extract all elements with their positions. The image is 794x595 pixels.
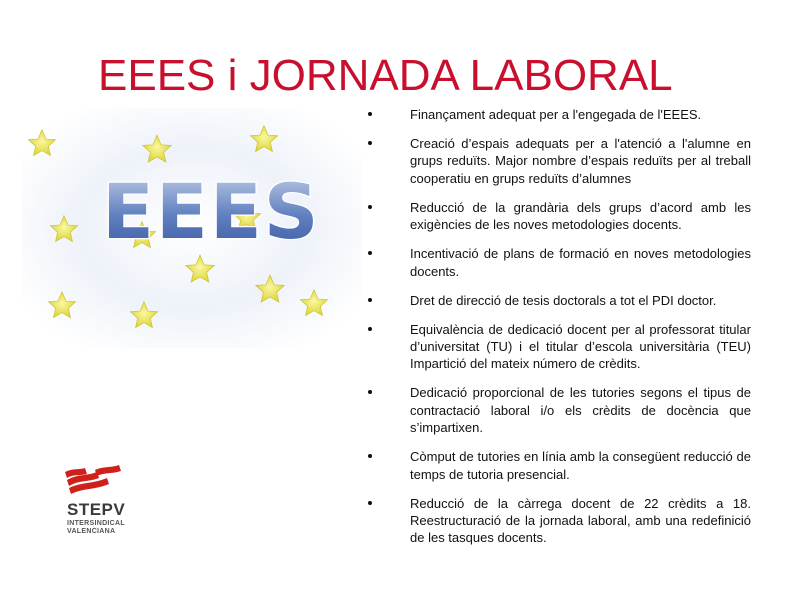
bullet-text: Dedicació proporcional de les tutories segons el tipus de contractació laboral i/o els crèdits de docència que s’impartixen.: [410, 385, 751, 436]
stepv-subtitle-1: INTERSINDICAL: [67, 520, 125, 527]
bullet-item: [367, 135, 751, 187]
red-flags-icon: [55, 462, 135, 502]
bullet-item: [367, 495, 751, 547]
bullet-text: Reducció de la grandària dels grups d’acord amb les exigències de les noves metodologies docents.: [410, 199, 751, 233]
bullet-text: Creació d’espais adequats per a l'atenció a l'alumne en grups reduïts. Major nombre d’espais reduïts per al treball cooperatiu en grups reduïts d’alumnes: [410, 136, 751, 186]
bullet-item: [367, 384, 751, 436]
bullet-text: Incentivació de plans de formació en noves metodologies docents.: [410, 246, 751, 279]
bullet-dot: [368, 298, 372, 302]
bullet-item: [367, 448, 751, 483]
bullet-item: [367, 245, 751, 280]
bullet-text: Còmput de tutories en línia amb la consegüent reducció de temps de tutoria presencial.: [410, 449, 751, 482]
bullet-item: [367, 292, 751, 309]
stepv-logo: [55, 462, 145, 542]
bullet-item: [367, 199, 751, 234]
bullet-dot: [368, 501, 372, 505]
bullet-text: Dret de direcció de tesis doctorals a tot el PDI doctor.: [410, 292, 717, 308]
stepv-subtitle-2: VALENCIANA: [67, 528, 116, 535]
bullet-dot: [368, 112, 372, 116]
bullet-dot: [368, 454, 372, 458]
eees-logo-text: EEES: [102, 167, 321, 256]
bullet-item: [367, 321, 751, 373]
bullet-text: Finançament adequat per a l'engegada de l'EEES.: [410, 107, 702, 122]
bullet-list: [367, 106, 751, 558]
bullet-dot: [368, 251, 372, 255]
bullet-dot: [368, 205, 372, 209]
bullet-text: Reducció de la càrrega docent de 22 crèdits a 18. Reestructuració de la jornada laboral, amb una redefinició de les tasques docents.: [410, 495, 751, 546]
bullet-dot: [368, 327, 372, 331]
slide-title: EEES i JORNADA LABORAL: [98, 51, 673, 100]
bullet-dot: [368, 390, 372, 394]
eees-logo: [22, 108, 362, 348]
bullet-item: [367, 106, 751, 123]
stepv-name: STEPV: [67, 500, 126, 519]
bullet-text: Equivalència de dedicació docent per al professorat titular d’universitat (TU) i el titular d’escola universitària (TEU) Impartició del mateix número de crèdits.: [410, 321, 751, 372]
bullet-dot: [368, 141, 372, 145]
